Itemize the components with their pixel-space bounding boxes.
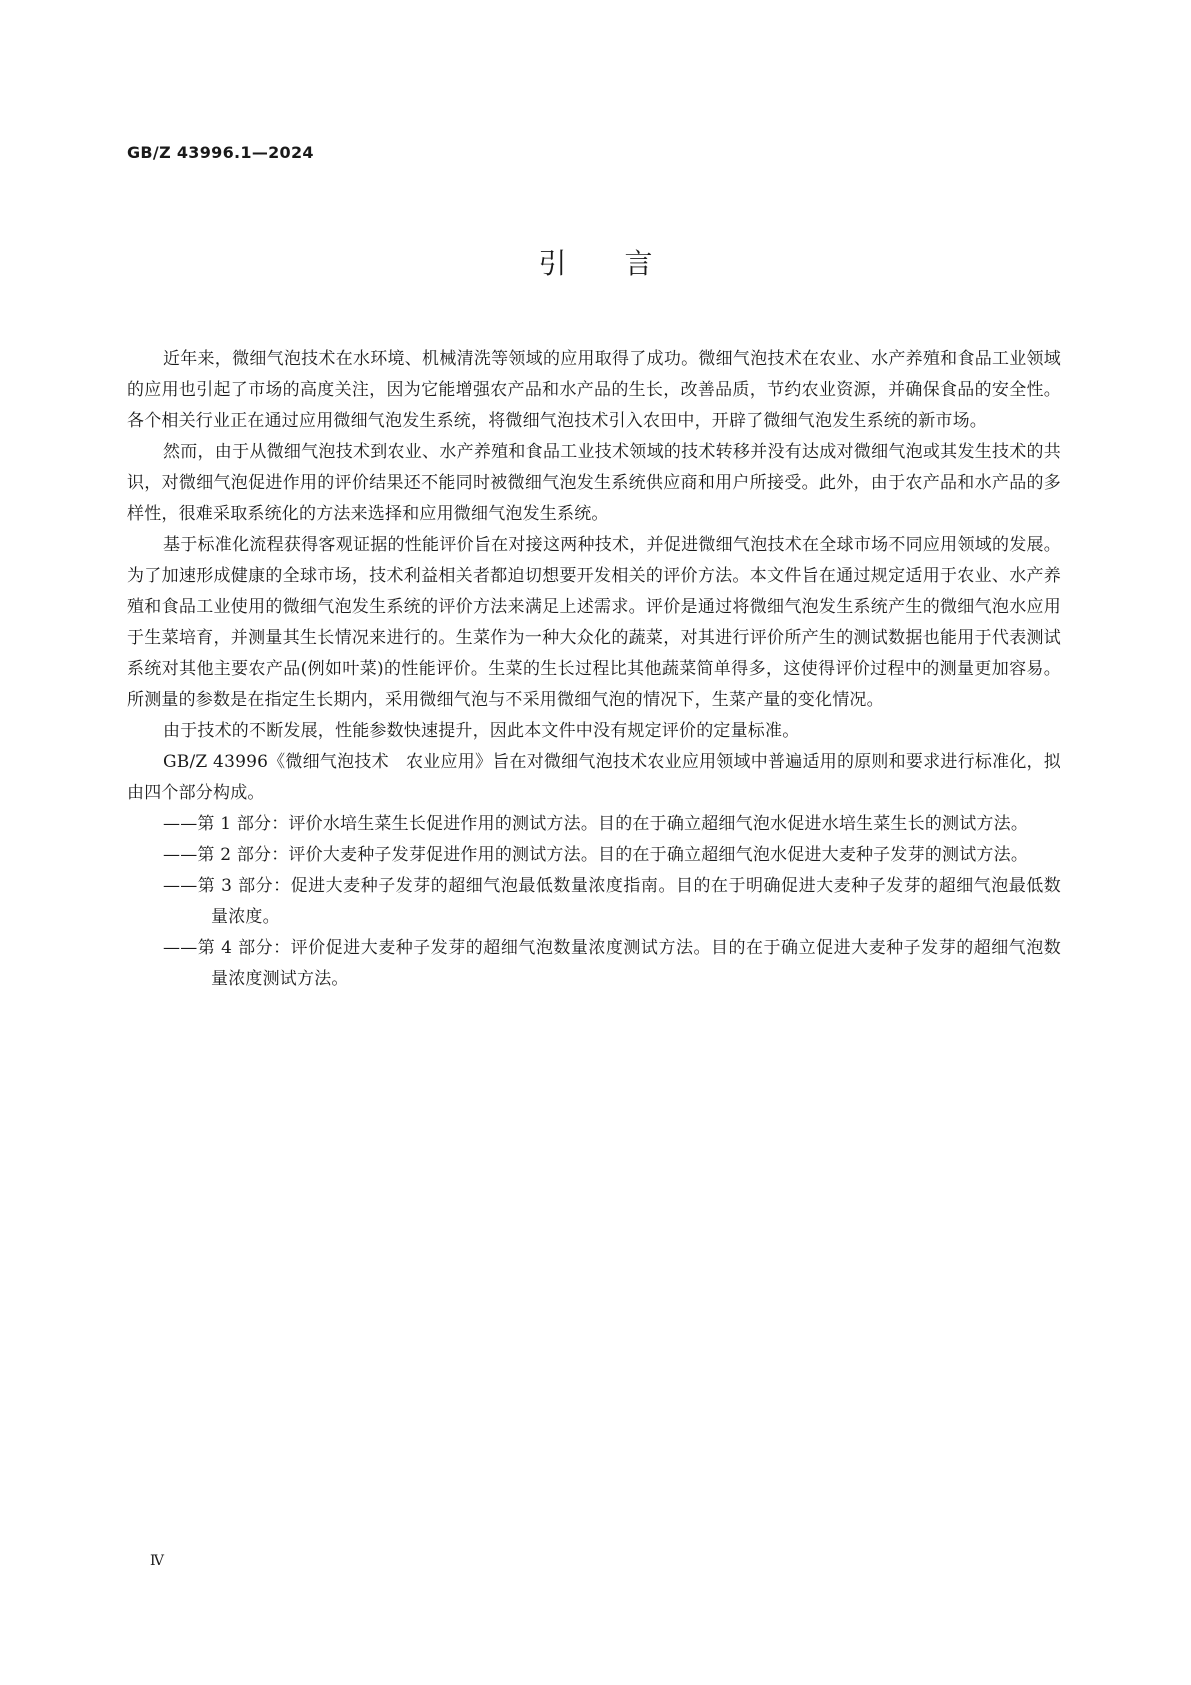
paragraph-2: 然而，由于从微细气泡技术到农业、水产养殖和食品工业技术领域的技术转移并没有达成对微细气泡或其发生技术的共识，对微细气泡促进作用的评价结果还不能同时被微细气泡发生系统供应商和用户所接受。此外，由于农产品和水产品的多样性，很难采取系统化的方法来选择和应用微细气泡发生系统。 [127,442,1061,524]
body-text [127,344,1061,995]
standard-number: GB/Z 43996.1—2024 [127,143,314,162]
list-item-part-4: ——第 4 部分：评价促进大麦种子发芽的超细气泡数量浓度测试方法。目的在于确立促进大麦种子发芽的超细气泡数量浓度测试方法。 [163,938,1061,989]
paragraph-3: 基于标准化流程获得客观证据的性能评价旨在对接这两种技术，并促进微细气泡技术在全球市场不同应用领域的发展。为了加速形成健康的全球市场，技术利益相关者都迫切想要开发相关的评价方法。本文件旨在通过规定适用于农业、水产养殖和食品工业使用的微细气泡发生系统的评价方法来满足上述需求。评价是通过将微细气泡发生系统产生的微细气泡水应用于生菜培育，并测量其生长情况来进行的。生菜作为一种大众化的蔬菜，对其进行评价所产生的测试数据也能用于代表测试系统对其他主要农产品(例如叶菜)的性能评价。生菜的生长过程比其他蔬菜简单得多，这使得评价过程中的测量更加容易。所测量的参数是在指定生长期内，采用微细气泡与不采用微细气泡的情况下，生菜产量的变化情况。 [127,535,1061,710]
parts-list [127,809,1061,995]
paragraph-4: 由于技术的不断发展，性能参数快速提升，因此本文件中没有规定评价的定量标准。 [163,721,800,741]
paragraph-1: 近年来，微细气泡技术在水环境、机械清洗等领域的应用取得了成功。微细气泡技术在农业、水产养殖和食品工业领域的应用也引起了市场的高度关注，因为它能增强农产品和水产品的生长，改善品质，节约农业资源，并确保食品的安全性。各个相关行业正在通过应用微细气泡发生系统，将微细气泡技术引入农田中，开辟了微细气泡发生系统的新市场。 [127,349,1061,431]
list-item-part-1: ——第 1 部分：评价水培生菜生长促进作用的测试方法。目的在于确立超细气泡水促进水培生菜生长的测试方法。 [163,814,1029,834]
page-number: Ⅳ [150,1553,164,1569]
paragraph-5: GB/Z 43996《微细气泡技术 农业应用》旨在对微细气泡技术农业应用领域中普遍适用的原则和要求进行标准化，拟由四个部分构成。 [127,752,1061,803]
page-title: 引言 [538,247,711,280]
list-item-part-2: ——第 2 部分：评价大麦种子发芽促进作用的测试方法。目的在于确立超细气泡水促进大麦种子发芽的测试方法。 [163,845,1029,865]
list-item-part-3: ——第 3 部分：促进大麦种子发芽的超细气泡最低数量浓度指南。目的在于明确促进大麦种子发芽的超细气泡最低数量浓度。 [163,876,1061,927]
